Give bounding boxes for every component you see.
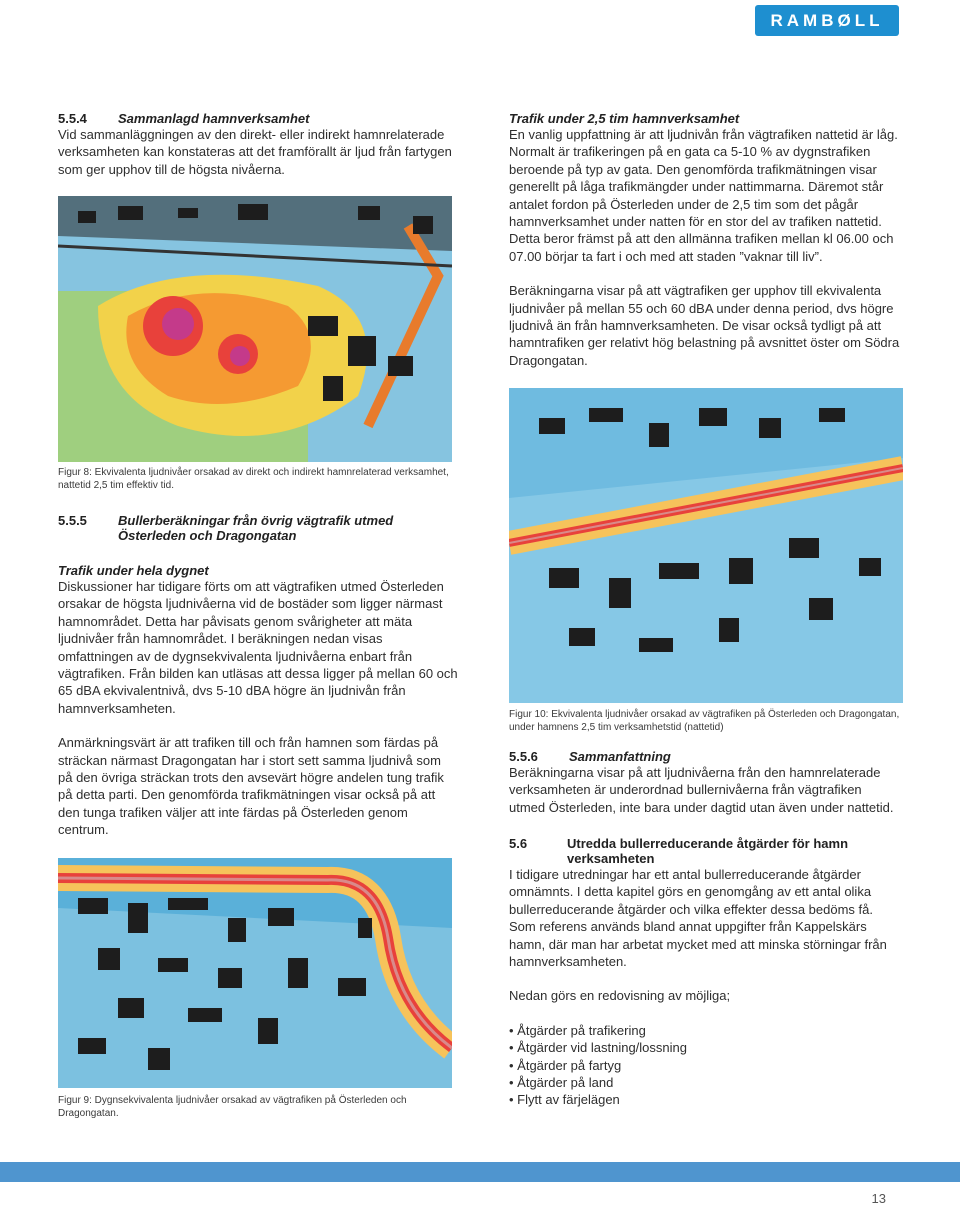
section-heading [58,513,458,543]
figure-8-caption: Figur 8: Ekvivalenta ljudnivåer orsakad av direkt och indirekt hamnrelaterad verksamhet, nattetid 2,5 tim effektiv tid. [58,467,449,491]
section-number: 5.5.4 [58,111,87,126]
section-number: 5.5.6 [509,749,538,764]
section-number: 5.5.5 [58,513,87,528]
list-item: • Åtgärder på fartyg [509,1057,901,1074]
rambol-logo: RAMBØLL [755,5,899,36]
list-item: • Flytt av färjelägen [509,1091,901,1108]
paragraph-1: En vanlig uppfattning är att ljudnivån från vägtrafiken nattetid är låg. Normalt är trafikeringen på en gata ca 5-10 % av dygnstrafiken beroende på typ av gata. Den genomförda trafikmätningen visar generellt på låga trafikmängder under nattimmarna. Däremot står antalet fordon på Österleden under de 2,5 tim som det pågår hamnverksamhet under natten för en stor del av trafiken nattetid. Detta beror främst på att den allmänna trafiken mellan kl 06.00 och 07.00 börjar ta fart i och med att staden ”vaknar till liv”. [509,127,898,264]
page-number: 13 [871,1191,886,1206]
section-heading [509,749,901,764]
paragraph-1: I tidigare utredningar har ett antal bullerreducerande åtgärder omnämnts. I detta kapitel görs en genomgång av ett antal olika bullerreducerande åtgärder och vilka effekter dessa bedöms få. Som referens används bland annat uppgifter från Kappelskärs hamn, där man har arbetat mycket med att minska störningar från hamnverksamheten. [509,867,887,970]
section-title: Utredda bullerreducerande åtgärder för hamn verksamheten [567,836,849,866]
subheading: Trafik under 2,5 tim hamnverksamhet [509,111,740,126]
section-body: Vid sammanläggningen av den direkt- eller indirekt hamnrelaterade verksamheten kan konstateras att det framförallt är ljud från fartygen som ger upphov till de högsta nivåerna. [58,127,452,177]
subheading: Trafik under hela dygnet [58,563,209,578]
list-item: • Åtgärder på land [509,1074,901,1091]
figure-9-map [58,858,452,1088]
figure-9-caption: Figur 9: Dygnsekvivalenta ljudnivåer orsakad av vägtrafiken på Österleden och Dragongatan. [58,1095,407,1119]
paragraph-2: Nedan görs en redovisning av möjliga; [509,988,731,1004]
measures-list [509,1022,901,1109]
paragraph-2: Beräkningarna visar på att vägtrafiken ger upphov till ekvivalenta ljudnivåer på mellan 55 och 60 dBA under denna period, dvs högre ljudnivå än från hamnverksamheten. De visar också tydligt på att hamntrafiken ger relativt hög belastning på avsnittet öster om Södra Dragongatan. [509,283,900,368]
section-title: Bullerberäkningar från övrig vägtrafik utmed Österleden och Dragongatan [118,513,394,543]
section-5-5-5 [58,513,458,839]
list-item: • Åtgärder vid lastning/lossning [509,1039,901,1056]
section-trafik-2-5 [509,111,901,369]
section-title: Sammanlagd hamnverksamhet [118,111,310,126]
section-body: Beräkningarna visar på att ljudnivåerna från den hamnrelaterade verksamheten är underordnad bullernivåerna från vägtrafiken utmed Österleden, inte bara under dagtid utan även under nattetid. [509,765,894,815]
figure-10-caption: Figur 10: Ekvivalenta ljudnivåer orsakad av vägtrafiken på Österleden och Dragongatan, under hamnens 2,5 tim verksamhetstid (nattetid) [509,709,900,733]
section-5-5-4 [58,111,458,178]
paragraph-2: Anmärkningsvärt är att trafiken till och från hamnen som färdas på sträckan närmast Dragongatan har i stort sett samma ljudnivå som på den övriga sträckan trots den avsevärt högre andelen tung trafik på detta parti. Den genomförda trafikmätningen visar också på att den tunga trafiken väljer att inte färdas på Österleden genom centrum. [58,735,444,838]
figure-8-map [58,196,452,462]
paragraph-1: Diskussioner har tidigare förts om att vägtrafiken utmed Österleden orsakar de högsta ljudnivåerna vid de bostäder som ligger närmast hamnområdet. Detta har påvisats genom svårigheter att mäta ljudnivåer från hamnområdet. I beräkningen nedan visas omfattningen av de dygnsekvivalenta ljudnivåerna enbart från vägtrafiken. Från bilden kan utläsas att dessa ligger på mellan 60 och 65 dBA ekvivalentnivå, dvs 5-10 dBA högre än ljudnivån från hamnverksamheten. [58,579,458,716]
section-5-6 [509,836,901,1109]
figure-10-map [509,388,903,703]
section-number: 5.6 [509,836,528,851]
list-item: • Åtgärder på trafikering [509,1022,901,1039]
footer-band [0,1162,960,1182]
section-5-5-6 [509,749,901,816]
section-heading [58,111,458,126]
section-heading [509,836,901,866]
section-title: Sammanfattning [569,749,671,764]
